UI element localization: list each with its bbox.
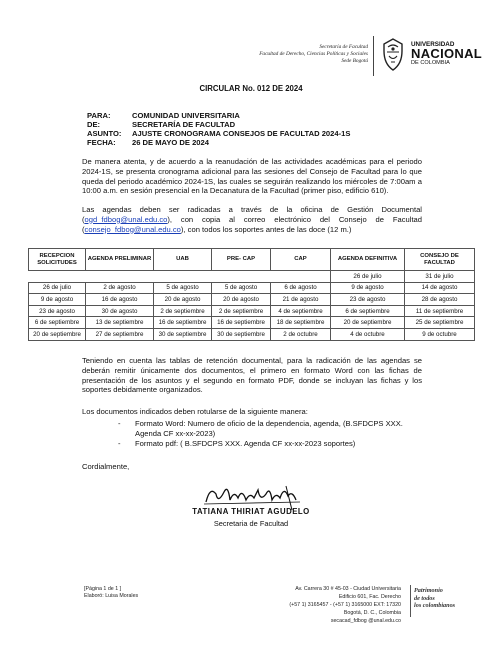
table-cell: 16 de agosto: [86, 294, 154, 306]
table-cell: 9 de agosto: [29, 294, 86, 306]
table-header-row: [29, 249, 475, 271]
address-line: Bogotá, D. C., Colombia: [343, 610, 401, 616]
table-cell: 26 de julio: [29, 282, 86, 294]
memo-meta: [87, 111, 350, 147]
table-cell: 6 de septiembre: [331, 305, 405, 317]
faculty-line: Facultad de Derecho, Ciencias Políticas y Sociales: [259, 51, 368, 57]
column-header: RECEPCION SOLICITUDES: [29, 249, 86, 271]
list-item: - Formato pdf: ( B.SFDCPS XXX. Agenda CF xx-xx-2023 soportes): [118, 438, 356, 448]
meta-key: FECHA:: [87, 138, 116, 147]
column-header: AGENDA DEFINITIVA: [331, 249, 405, 271]
page-number: [Página 1 de 1 ]: [84, 586, 122, 592]
meta-value: SECRETARÍA DE FACULTAD: [132, 120, 236, 129]
labeling-list: [118, 419, 418, 448]
table-cell: 16 de septiembre: [154, 317, 212, 329]
table-cell: 23 de agosto: [331, 294, 405, 306]
university-top: UNIVERSIDAD: [411, 41, 455, 48]
tagline-line: de todos: [414, 594, 435, 602]
paragraph-text: ), con copia al correo electrónico del Consejo de Facultad (: [82, 214, 422, 234]
meta-row: [87, 138, 350, 147]
prepared-by: Elaboró: Luisa Morales: [84, 593, 139, 599]
tagline-line: los colombianos: [414, 602, 456, 610]
table-cell: 4 de septiembre: [271, 305, 331, 317]
table-cell: 13 de septiembre: [86, 317, 154, 329]
paragraph-retention: Teniendo en cuenta las tablas de retención documental, para la radicación de las agendas se deberán remitir únicamente dos documentos, el primero en formato Word con las fichas de presentación de los asuntos y el segundo en formato PDF, donde se incluyan las fichas y los soportes debidamente organizados.: [82, 356, 422, 395]
table-cell: 20 de agosto: [212, 294, 271, 306]
table-cell: 18 de septiembre: [271, 317, 331, 329]
footer-divider: [410, 585, 411, 617]
table-row: [29, 282, 475, 294]
table-cell: 20 de agosto: [154, 294, 212, 306]
table-cell: 16 de septiembre: [212, 317, 271, 329]
meta-value: COMUNIDAD UNIVERSITARIA: [132, 111, 240, 120]
meta-key: ASUNTO:: [87, 129, 122, 138]
table-cell: 2 de agosto: [86, 282, 154, 294]
address-line: Edificio 601, Fac. Derecho: [338, 594, 401, 600]
table-cell: 21 de agosto: [271, 294, 331, 306]
university-seal-logo: [378, 37, 408, 73]
header-divider: [373, 36, 374, 76]
table-cell: [86, 271, 154, 283]
column-header: CONSEJO DE FACULTAD: [405, 249, 475, 271]
table-cell: 30 de septiembre: [212, 328, 271, 340]
table-row: [29, 271, 475, 283]
table-cell: [154, 271, 212, 283]
table-cell: 30 de agosto: [86, 305, 154, 317]
table-cell: 31 de julio: [405, 271, 475, 283]
meta-value: AJUSTE CRONOGRAMA CONSEJOS DE FACULTAD 2024-1S: [132, 129, 351, 138]
table-cell: 20 de septiembre: [331, 317, 405, 329]
table-cell: 25 de septiembre: [405, 317, 475, 329]
email-link-consejo[interactable]: consejo_fdbog@unal.edu.co: [84, 224, 181, 234]
address-line: Av. Carrera 30 # 45-03 - Ciudad Universitaria: [295, 586, 401, 592]
university-name: [411, 41, 482, 67]
table-cell: [271, 271, 331, 283]
table-cell: 6 de agosto: [271, 282, 331, 294]
table-row: [29, 294, 475, 306]
table-cell: 20 de septiembre: [29, 328, 86, 340]
footer-address: [289, 585, 401, 625]
paragraph-intro: De manera atenta, y de acuerdo a la reanudación de las actividades académicas para el periodo 2024-1S, se presenta cronograma adicional para las sesiones del Consejo de Facultad para lo que queda del periodo académico 2024-1S, las cuales se seguirán realizando los miércoles de 7:00am a 10:00 a.m. en sesión presencial en la Decanatura de la Facultad (primer piso, edificio 610).: [82, 157, 422, 196]
table-cell: 23 de agosto: [29, 305, 86, 317]
paragraph-text: Las agendas deben ser radicadas a través de la oficina de Gestión Documental (: [82, 205, 422, 224]
university-bottom: DE COLOMBIA: [411, 60, 450, 66]
table-row: [29, 317, 475, 329]
table-cell: 5 de agosto: [154, 282, 212, 294]
table-cell: [29, 271, 86, 283]
email-link-gestion-documental[interactable]: ogd_fdbog@unal.edu.co: [84, 214, 168, 224]
faculty-line: Secretaría de Facultad: [319, 44, 368, 50]
table-cell: [212, 271, 271, 283]
table-cell: 27 de septiembre: [86, 328, 154, 340]
meta-value: 26 DE MAYO DE 2024: [132, 138, 209, 147]
university-main: NACIONAL: [411, 46, 483, 61]
table-cell: 2 de septiembre: [154, 305, 212, 317]
table-cell: 11 de septiembre: [405, 305, 475, 317]
column-header: CAP: [271, 249, 331, 271]
footer-left: [84, 586, 138, 600]
table-cell: 6 de septiembre: [29, 317, 86, 329]
meta-row: [87, 129, 350, 138]
column-header: AGENDA PRELIMINAR: [86, 249, 154, 271]
list-item: - Formato Word: Numero de oficio de la dependencia, agenda, (B.SFDCPS XXX. Agenda CF xx-xx-2023): [118, 419, 418, 439]
table-cell: 14 de agosto: [405, 282, 475, 294]
table-cell: 9 de agosto: [331, 282, 405, 294]
signer-name: TATIANA THIRIAT AGUDELO: [192, 507, 310, 516]
table-cell: 26 de julio: [331, 271, 405, 283]
schedule-table: [28, 248, 475, 341]
paragraph-text: ), con todos los soportes antes de las doce (12 m.): [180, 224, 352, 234]
table-cell: 28 de agosto: [405, 294, 475, 306]
table-cell: 5 de agosto: [212, 282, 271, 294]
table-cell: 2 de septiembre: [212, 305, 271, 317]
column-header: PRE- CAP: [212, 249, 271, 271]
table-cell: 30 de septiembre: [154, 328, 212, 340]
list-item-text: Formato Word: Numero de oficio de la dependencia, agenda, (B.SFDCPS XXX. Agenda CF xx-xx-2023): [135, 419, 403, 438]
table-row: [29, 305, 475, 317]
table-cell: 9 de octubre: [405, 328, 475, 340]
list-item-text: Formato pdf: ( B.SFDCPS XXX. Agenda CF xx-xx-2023 soportes): [135, 438, 356, 448]
table-cell: 4 de octubre: [331, 328, 405, 340]
paragraph-labeling: Los documentos indicados deben rotularse de la siguiente manera:: [82, 407, 308, 416]
closing: Cordialmente,: [82, 462, 130, 471]
paragraph-submission: [82, 205, 422, 234]
signer-role: Secretaria de Facultad: [213, 519, 289, 528]
meta-key: PARA:: [87, 111, 111, 120]
meta-row: [87, 111, 350, 120]
tagline-line: Patrimonio: [414, 587, 443, 594]
meta-key: DE:: [87, 120, 101, 129]
faculty-header: [259, 44, 368, 65]
table-row: [29, 328, 475, 340]
address-line: (+57 1) 3165457 - (+57 1) 3165000 EXT: 17320: [289, 602, 401, 608]
table-cell: 2 de octubre: [271, 328, 331, 340]
address-line: secacad_fdbog @unal.edu.co: [330, 618, 401, 624]
faculty-line: Sede Bogotá: [341, 58, 368, 64]
column-header: UAB: [154, 249, 212, 271]
meta-row: [87, 120, 350, 129]
footer-tagline: [414, 587, 455, 610]
circular-title: CIRCULAR No. 012 DE 2024: [199, 84, 303, 93]
